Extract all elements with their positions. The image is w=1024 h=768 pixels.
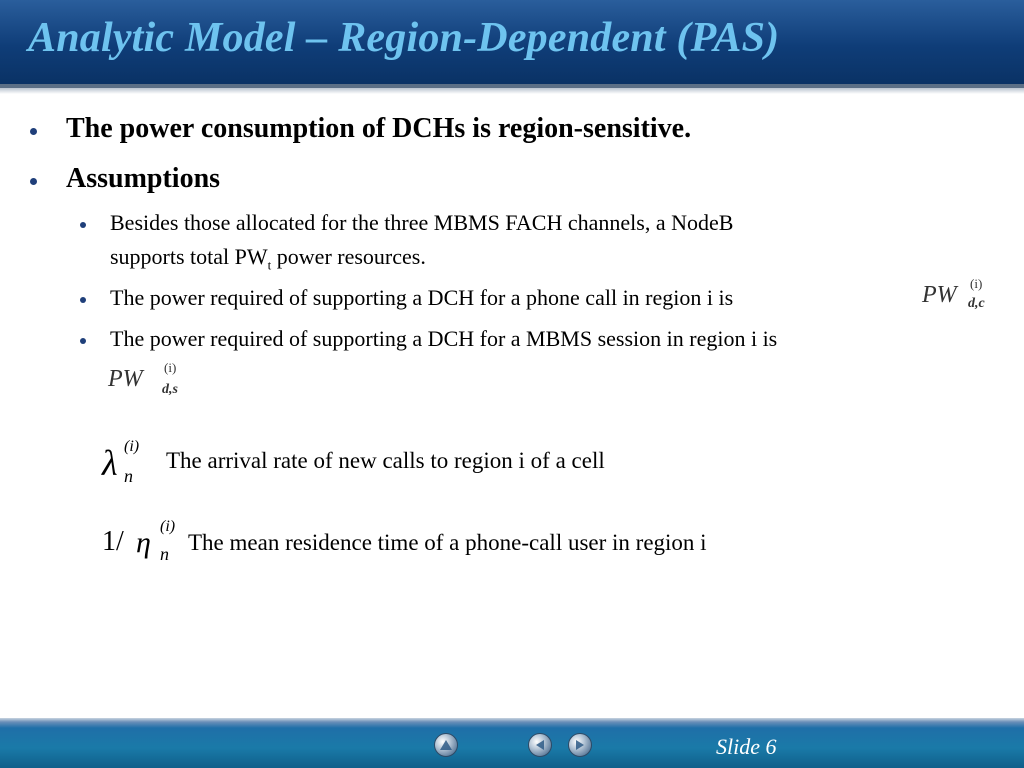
sub-bullet-dot [80, 297, 86, 303]
sub-bullet-total-power-line2: supports total $PW_t$ power resources. [110, 244, 426, 273]
bullet-power-consumption: The power consumption of DCHs is region-sensitive. [66, 113, 692, 144]
sub-bullet-total-power-line1: Besides those allocated for the three MBMS FACH channels, a NodeB [110, 210, 734, 235]
footer-bar [0, 718, 1024, 768]
sub-bullet-mbms-power: The power required of supporting a DCH for a MBMS session in region i is [110, 326, 778, 351]
prev-slide-button[interactable] [528, 733, 552, 757]
lambda-description: The arrival rate of new calls to region i of a cell [166, 448, 605, 473]
bullet-dot [30, 128, 37, 135]
home-button[interactable] [434, 733, 458, 757]
bullet-assumptions: Assumptions [66, 163, 221, 194]
bullet-dot [30, 178, 37, 185]
slide-title: Analytic Model – Region-Dependent (PAS) [28, 15, 780, 61]
next-icon [573, 738, 587, 752]
sub-bullet-dot [80, 338, 86, 344]
next-slide-button[interactable] [568, 733, 592, 757]
home-icon [439, 738, 453, 752]
slide-number: Slide 6 [716, 734, 777, 759]
title-bar-shadow [0, 88, 1024, 94]
formula-pw-dc: PW (i) d,c [922, 276, 985, 311]
sub-bullet-phone-call-power: The power required of supporting a DCH for a phone call in region i is [110, 285, 734, 310]
sub-bullet-total-power [110, 206, 733, 282]
sub-bullet-dot [80, 222, 86, 228]
formula-lambda: λ (i) n [102, 438, 140, 486]
eta-description: The mean residence time of a phone-call user in region i [188, 530, 707, 555]
formula-eta: 1/ η (i) n [102, 518, 176, 564]
prev-icon [533, 738, 547, 752]
formula-pw-ds: PW (i) d,s [108, 360, 178, 397]
